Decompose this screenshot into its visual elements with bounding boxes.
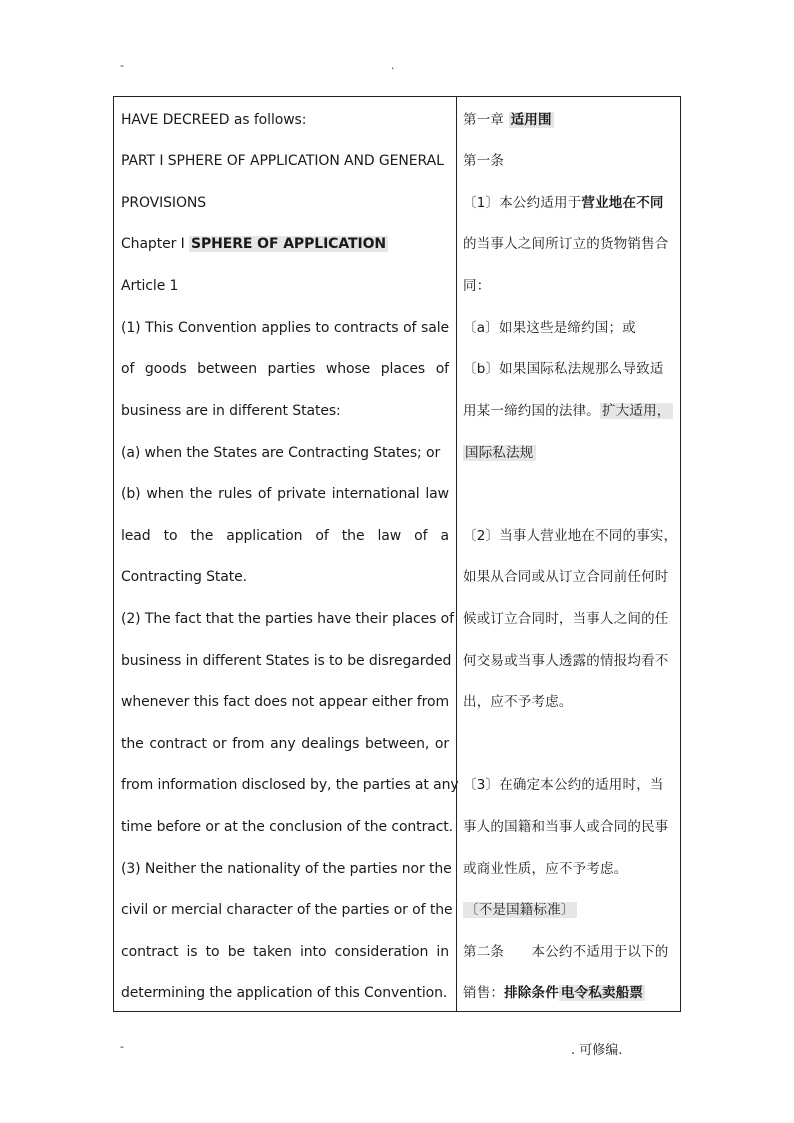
english-line: the contract or from any dealings between, or — [121, 736, 449, 752]
english-line: of goods between parties whose places of — [121, 361, 449, 377]
chinese-text: 销售： — [463, 985, 505, 1001]
header-left-mark: - — [120, 59, 124, 72]
english-line: contract is to be taken into consideration in — [121, 944, 449, 960]
chinese-line: 出，应不予考虑。 — [463, 694, 573, 710]
chinese-annotation-highlight: 扩大适用， — [602, 403, 671, 419]
chinese-line — [463, 982, 676, 1004]
article-2-heading-zh: 第二条 本公约不适用于以下的 — [463, 944, 669, 960]
chinese-line: 〔a〕如果这些是缔约国；或 — [463, 320, 636, 336]
chapter-heading-zh — [463, 109, 676, 131]
chinese-annotation-highlight: 电令私卖船票 — [560, 985, 644, 1001]
english-line: determining the application of this Convention. — [121, 985, 448, 1001]
chinese-line: 何交易或当事人透露的情报均看不 — [463, 653, 669, 669]
chinese-line: 〔b〕如果国际私法规那么导致适 — [463, 361, 664, 377]
english-column — [114, 97, 457, 1011]
bilingual-table — [113, 96, 681, 1012]
english-line: Contracting State. — [121, 569, 248, 585]
chinese-line: 〔3〕在确定本公约的适用时，当 — [463, 777, 664, 793]
chinese-line: 如果从合同或从订立合同前任何时 — [463, 569, 669, 585]
english-line: time before or at the conclusion of the contract. — [121, 819, 454, 835]
chapter-prefix: Chapter I — [121, 236, 190, 252]
english-line: business in different States is to be disregarded — [121, 653, 452, 669]
english-line: (a) when the States are Contracting States; or — [121, 445, 441, 461]
english-line: HAVE DECREED as follows: — [121, 112, 307, 128]
chapter-prefix-zh: 第一章 — [463, 112, 509, 128]
chinese-line — [463, 899, 676, 921]
english-line: PROVISIONS — [121, 195, 207, 211]
chinese-annotation-highlight: 国际私法规 — [465, 445, 534, 461]
chinese-bold-text: 排除条件 — [504, 985, 559, 1001]
chapter-title-highlight: SPHERE OF APPLICATION — [191, 236, 386, 252]
chinese-line — [463, 442, 676, 464]
english-line: (1) This Convention applies to contracts of sale — [121, 320, 449, 336]
english-line: (b) when the rules of private international law — [121, 486, 449, 502]
chapter-heading — [121, 233, 449, 255]
chinese-line: 候或订立合同时，当事人之间的任 — [463, 611, 669, 627]
article-heading: Article 1 — [121, 278, 179, 294]
chinese-column — [457, 97, 680, 1011]
english-line: business are in different States: — [121, 403, 341, 419]
chinese-line: 同： — [463, 278, 491, 294]
chinese-annotation-highlight: 〔不是国籍标准〕 — [465, 902, 575, 918]
chinese-text: 〔1〕本公约适用于 — [463, 195, 582, 211]
footer-left-mark: - — [120, 1040, 124, 1053]
chinese-line — [463, 192, 676, 214]
english-line: (3) Neither the nationality of the parties nor the — [121, 861, 452, 877]
article-heading-zh: 第一条 — [463, 153, 505, 169]
chinese-line: 事人的国籍和当事人或合同的民事 — [463, 819, 669, 835]
chinese-text: 用某一缔约国的法律。 — [463, 403, 600, 419]
english-line: lead to the application of the law of a — [121, 528, 449, 544]
english-line: PART I SPHERE OF APPLICATION AND GENERAL — [121, 153, 444, 169]
chinese-line: 或商业性质，应不予考虑。 — [463, 861, 628, 877]
footer-editable-note: . 可修编. — [571, 1043, 623, 1058]
english-line: whenever this fact does not appear either from — [121, 694, 449, 710]
english-line: civil or mercial character of the parties or of the — [121, 902, 453, 918]
english-line: from information disclosed by, the parties at any — [121, 777, 459, 793]
chinese-line: 〔2〕当事人营业地在不同的事实， — [463, 528, 678, 544]
english-line: (2) The fact that the parties have their places of — [121, 611, 454, 627]
chinese-bold-text: 营业地在不同 — [581, 195, 664, 211]
chinese-line — [463, 400, 676, 422]
chinese-line: 的当事人之间所订立的货物销售合 — [463, 236, 669, 252]
chapter-title-highlight-zh: 适用围 — [510, 112, 552, 128]
header-right-mark: . — [391, 59, 395, 72]
